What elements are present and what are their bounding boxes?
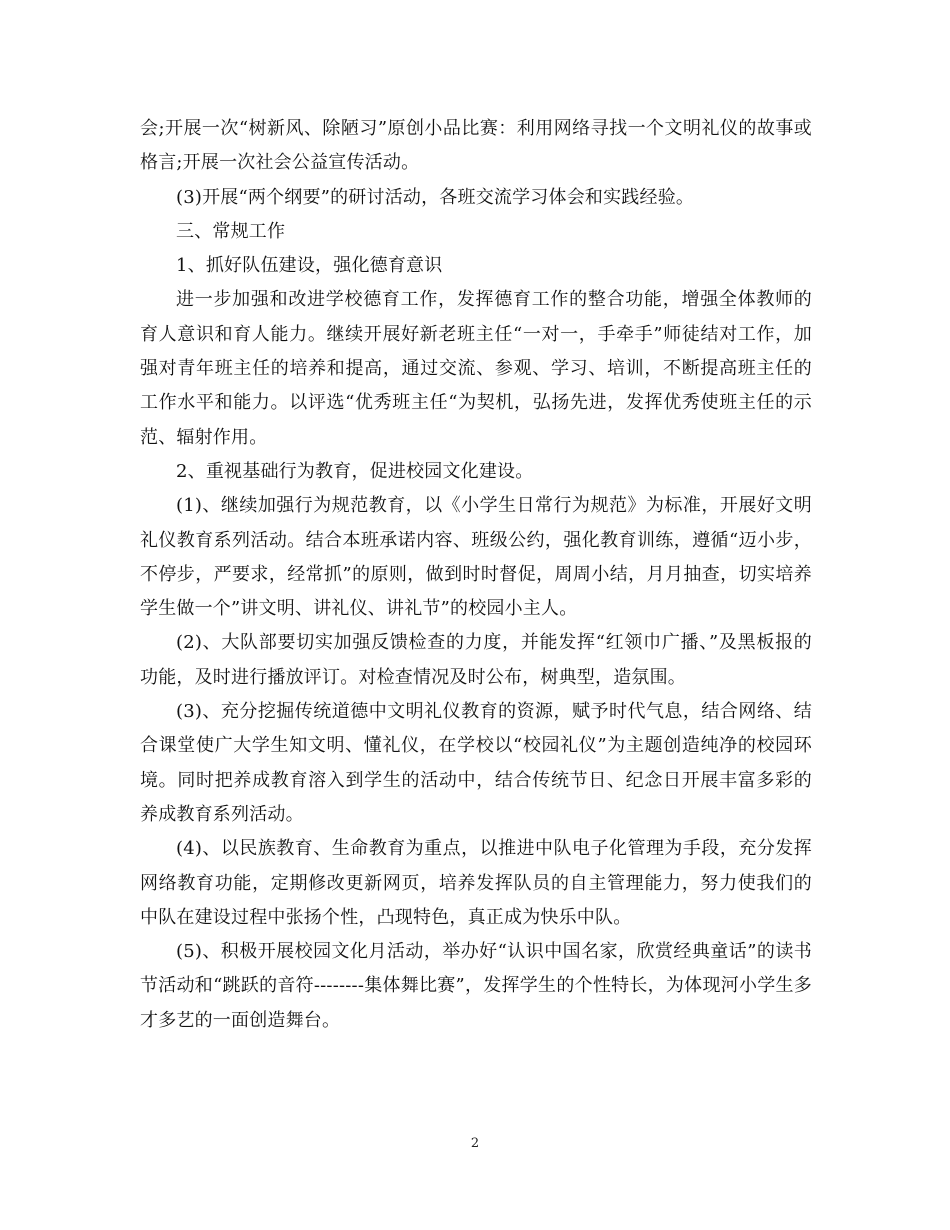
paragraph-item-3: (3)开展“两个纲要”的研讨活动，各班交流学习体会和实践经验。: [176, 186, 695, 208]
paragraph-continuation: 会;开展一次“树新风、除陋习”原创小品比赛：利用网络寻找一个文明礼仪的故事或格言;开展一次社会公益宣传活动。: [140, 118, 812, 174]
paragraph-item-5: (5)、积极开展校园文化月活动，举办好“认识中国名家，欣赏经典童话”的读书节活动和“跳跃的音符--------集体舞比赛”，发挥学生的个性特长，为体现河小学生多才多艺的一面创造舞台。: [140, 941, 812, 1031]
subheading-team-building: 1、抓好队伍建设，强化德育意识: [176, 255, 443, 277]
page-number: 2: [470, 1136, 480, 1151]
section-heading-routine-work: 三、常规工作: [176, 220, 286, 242]
paragraph-item-4: (4)、以民族教育、生命教育为重点，以推进中队电子化管理为手段，充分发挥网络教育功能，定期修改更新网页，培养发挥队员的自主管理能力，努力使我们的中队在建设过程中张扬个性，凸现特色，真正成为快乐中队。: [140, 838, 812, 928]
paragraph-item-3-etiquette: (3)、充分挖掘传统道德中文明礼仪教育的资源，赋予时代气息，结合网络、结合课堂使广大学生知文明、懂礼仪，在学校以“校园礼仪”为主题创造纯净的校园环境。同时把养成教育溶入到学生的活动中，结合传统节日、纪念日开展丰富多彩的养成教育系列活动。: [140, 701, 812, 825]
subheading-behavior-education: 2、重视基础行为教育，促进校园文化建设。: [176, 460, 534, 482]
document-body: [140, 112, 812, 1038]
paragraph-item-1: (1)、继续加强行为规范教育，以《小学生日常行为规范》为标准，开展好文明礼仪教育系列活动。结合本班承诺内容、班级公约，强化教育训练，遵循“迈小步，不停步，严要求，经常抓”的原则，做到时时督促，周周小结，月月抽查，切实培养学生做一个”讲文明、讲礼仪、讲礼节”的校园小主人。: [140, 495, 812, 620]
paragraph-team-building: 进一步加强和改进学校德育工作，发挥德育工作的整合功能，增强全体教师的育人意识和育人能力。继续开展好新老班主任“一对一，手牵手”师徒结对工作，加强对青年班主任的培养和提高，通过交流、参观、学习、培训，不断提高班主任的工作水平和能力。以评选“优秀班主任“为契机，弘扬先进，发挥优秀使班主任的示范、辐射作用。: [140, 289, 812, 448]
paragraph-item-2: (2)、大队部要切实加强反馈检查的力度，并能发挥“红领巾广播、”及黑板报的功能，及时进行播放评订。对检查情况及时公布，树典型，造氛围。: [140, 632, 812, 688]
